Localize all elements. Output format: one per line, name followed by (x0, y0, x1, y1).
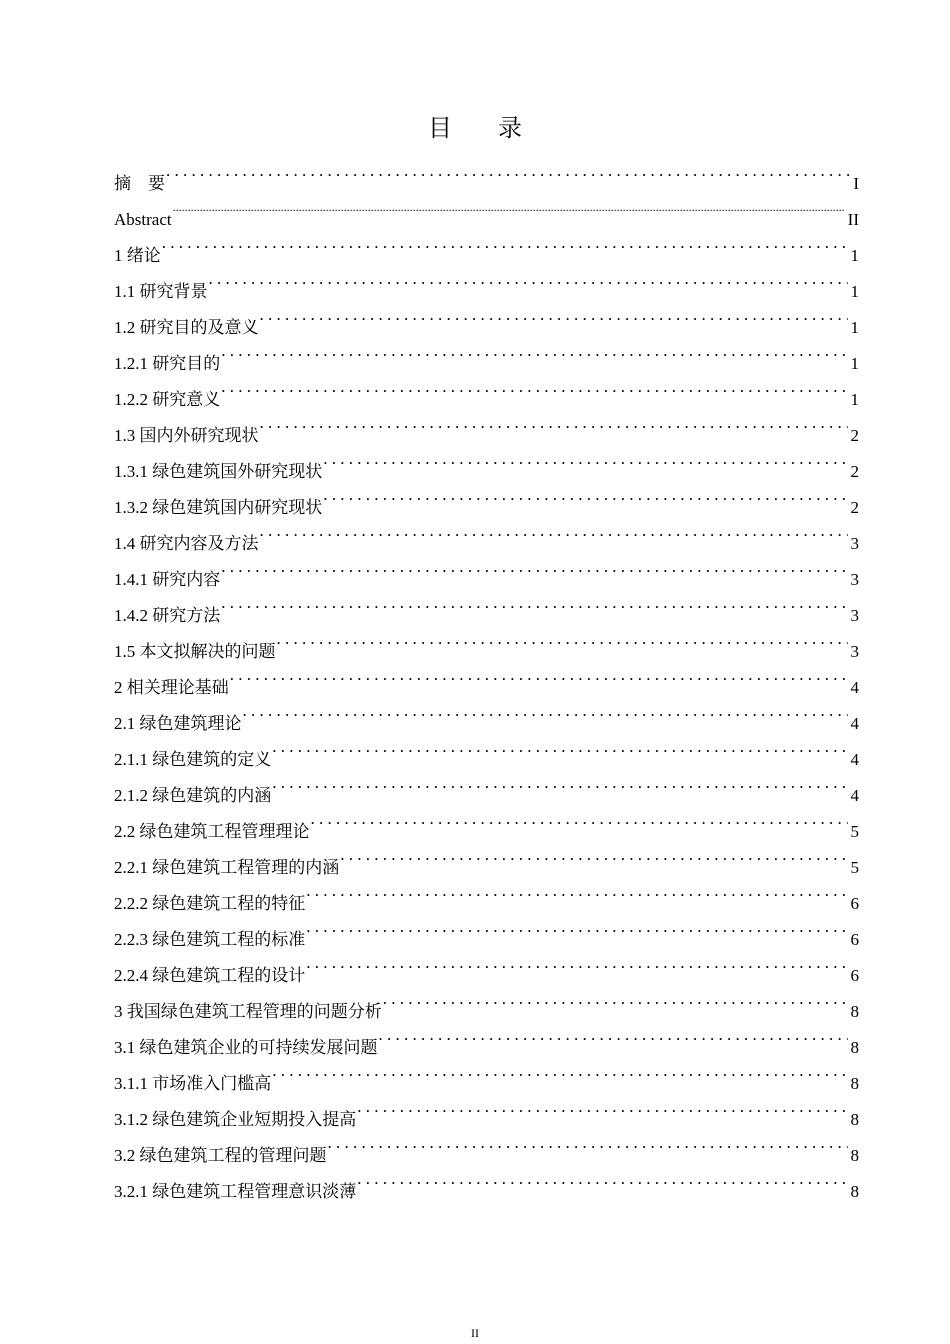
toc-entry-page: 5 (850, 822, 859, 841)
toc-entry-label: Abstract (114, 210, 172, 229)
toc-entry[interactable] (114, 621, 859, 661)
toc-entry-label: 2.1.1 绿色建筑的定义 (114, 750, 272, 769)
toc-entry-label: 3.2.1 绿色建筑工程管理意识淡薄 (114, 1182, 357, 1201)
toc-entry-page: 1 (850, 246, 859, 265)
toc-dot-leader (323, 441, 847, 477)
toc-dot-leader (277, 621, 848, 657)
toc-entry[interactable] (114, 189, 859, 229)
page-title: 目 录 (428, 116, 542, 142)
toc-dot-leader (221, 585, 847, 621)
toc-entry-page: 4 (850, 678, 859, 697)
toc-entry-label: 2.1.2 绿色建筑的内涵 (114, 786, 272, 805)
toc-dot-leader (272, 1053, 847, 1089)
toc-entry-label: 1.3.2 绿色建筑国内研究现状 (114, 498, 323, 517)
toc-entry-page: II (847, 210, 859, 229)
toc-dot-leader (306, 909, 847, 945)
toc-entry-label: 3.1.1 市场准入门槛高 (114, 1074, 272, 1093)
toc-entry-page: I (853, 174, 859, 193)
toc-dot-leader (272, 765, 847, 801)
toc-entry[interactable] (114, 549, 859, 589)
toc-entry-page: 2 (850, 426, 859, 445)
toc-entry-page: 4 (850, 750, 859, 769)
toc-dot-leader (306, 873, 847, 909)
toc-entry[interactable] (114, 297, 859, 337)
toc-dot-leader (260, 405, 848, 441)
toc-entry-page: 8 (850, 1182, 859, 1201)
toc-entry[interactable] (114, 153, 859, 193)
toc-dot-leader (209, 261, 848, 297)
toc-dot-leader (230, 657, 848, 693)
toc-entry[interactable] (114, 261, 859, 301)
toc-entry-label: 1.2.2 研究意义 (114, 390, 221, 409)
toc-dot-leader (173, 189, 845, 225)
toc-entry-label: 2.2.3 绿色建筑工程的标准 (114, 930, 306, 949)
toc-entry-label: 1.4.2 研究方法 (114, 606, 221, 625)
toc-entry-label: 3.2 绿色建筑工程的管理问题 (114, 1146, 327, 1165)
toc-entry-page: 4 (850, 786, 859, 805)
toc-entry-page: 2 (850, 498, 859, 517)
toc-entry-label: 1 绪论 (114, 246, 161, 265)
toc-entry-page: 8 (850, 1074, 859, 1093)
toc-entry-label: 1.5 本文拟解决的问题 (114, 642, 276, 661)
toc-entry-label: 摘 要 (114, 174, 165, 193)
toc-entry-page: 6 (850, 894, 859, 913)
toc-dot-leader (379, 1017, 848, 1053)
table-of-contents (114, 153, 859, 1201)
toc-dot-leader (162, 225, 848, 261)
toc-dot-leader (383, 981, 848, 1017)
toc-dot-leader (260, 297, 848, 333)
toc-entry-label: 3.1.2 绿色建筑企业短期投入提高 (114, 1110, 357, 1129)
toc-dot-leader (260, 513, 848, 549)
toc-entry-page: 1 (850, 390, 859, 409)
toc-dot-leader (221, 549, 847, 585)
toc-entry[interactable] (114, 585, 859, 625)
toc-dot-leader (306, 945, 847, 981)
toc-entry-label: 1.2.1 研究目的 (114, 354, 221, 373)
toc-entry-page: 1 (850, 354, 859, 373)
toc-entry-label: 2 相关理论基础 (114, 678, 229, 697)
toc-entry-page: 3 (850, 534, 859, 553)
toc-dot-leader (272, 729, 847, 765)
toc-entry-page: 5 (850, 858, 859, 877)
toc-entry-label: 1.2 研究目的及意义 (114, 318, 259, 337)
toc-dot-leader (323, 477, 847, 513)
toc-entry-label: 1.4 研究内容及方法 (114, 534, 259, 553)
toc-entry-label: 2.2.2 绿色建筑工程的特征 (114, 894, 306, 913)
toc-dot-leader (221, 369, 847, 405)
toc-entry-label: 2.2.1 绿色建筑工程管理的内涵 (114, 858, 340, 877)
toc-entry-page: 8 (850, 1038, 859, 1057)
toc-entry-label: 3.1 绿色建筑企业的可持续发展问题 (114, 1038, 378, 1057)
toc-entry-page: 3 (850, 606, 859, 625)
toc-dot-leader (311, 801, 848, 837)
toc-entry-page: 3 (850, 642, 859, 661)
toc-entry-page: 8 (850, 1002, 859, 1021)
toc-entry-page: 1 (850, 282, 859, 301)
toc-dot-leader (221, 333, 847, 369)
toc-entry-page: 8 (850, 1146, 859, 1165)
toc-dot-leader (328, 1125, 848, 1161)
toc-entry-label: 2.2 绿色建筑工程管理理论 (114, 822, 310, 841)
toc-entry-label: 1.4.1 研究内容 (114, 570, 221, 589)
toc-entry-page: 4 (850, 714, 859, 733)
toc-entry-label: 2.2.4 绿色建筑工程的设计 (114, 966, 306, 985)
toc-entry[interactable] (114, 369, 859, 409)
toc-entry-label: 1.1 研究背景 (114, 282, 208, 301)
toc-entry-label: 1.3 国内外研究现状 (114, 426, 259, 445)
toc-entry-page: 8 (850, 1110, 859, 1129)
toc-dot-leader (340, 837, 847, 873)
toc-dot-leader (357, 1161, 847, 1197)
toc-entry[interactable] (114, 225, 859, 265)
toc-dot-leader (357, 1089, 847, 1125)
toc-dot-leader (166, 153, 850, 189)
toc-entry-page: 6 (850, 966, 859, 985)
toc-entry[interactable] (114, 333, 859, 373)
toc-entry[interactable] (114, 405, 859, 445)
toc-entry-label: 2.1 绿色建筑理论 (114, 714, 242, 733)
toc-entry-page: 3 (850, 570, 859, 589)
footer-page-number: II (471, 1326, 479, 1340)
toc-entry-label: 3 我国绿色建筑工程管理的问题分析 (114, 1002, 382, 1021)
toc-entry-page: 1 (850, 318, 859, 337)
toc-dot-leader (243, 693, 848, 729)
toc-entry-page: 6 (850, 930, 859, 949)
toc-entry-page: 2 (850, 462, 859, 481)
toc-entry-label: 1.3.1 绿色建筑国外研究现状 (114, 462, 323, 481)
